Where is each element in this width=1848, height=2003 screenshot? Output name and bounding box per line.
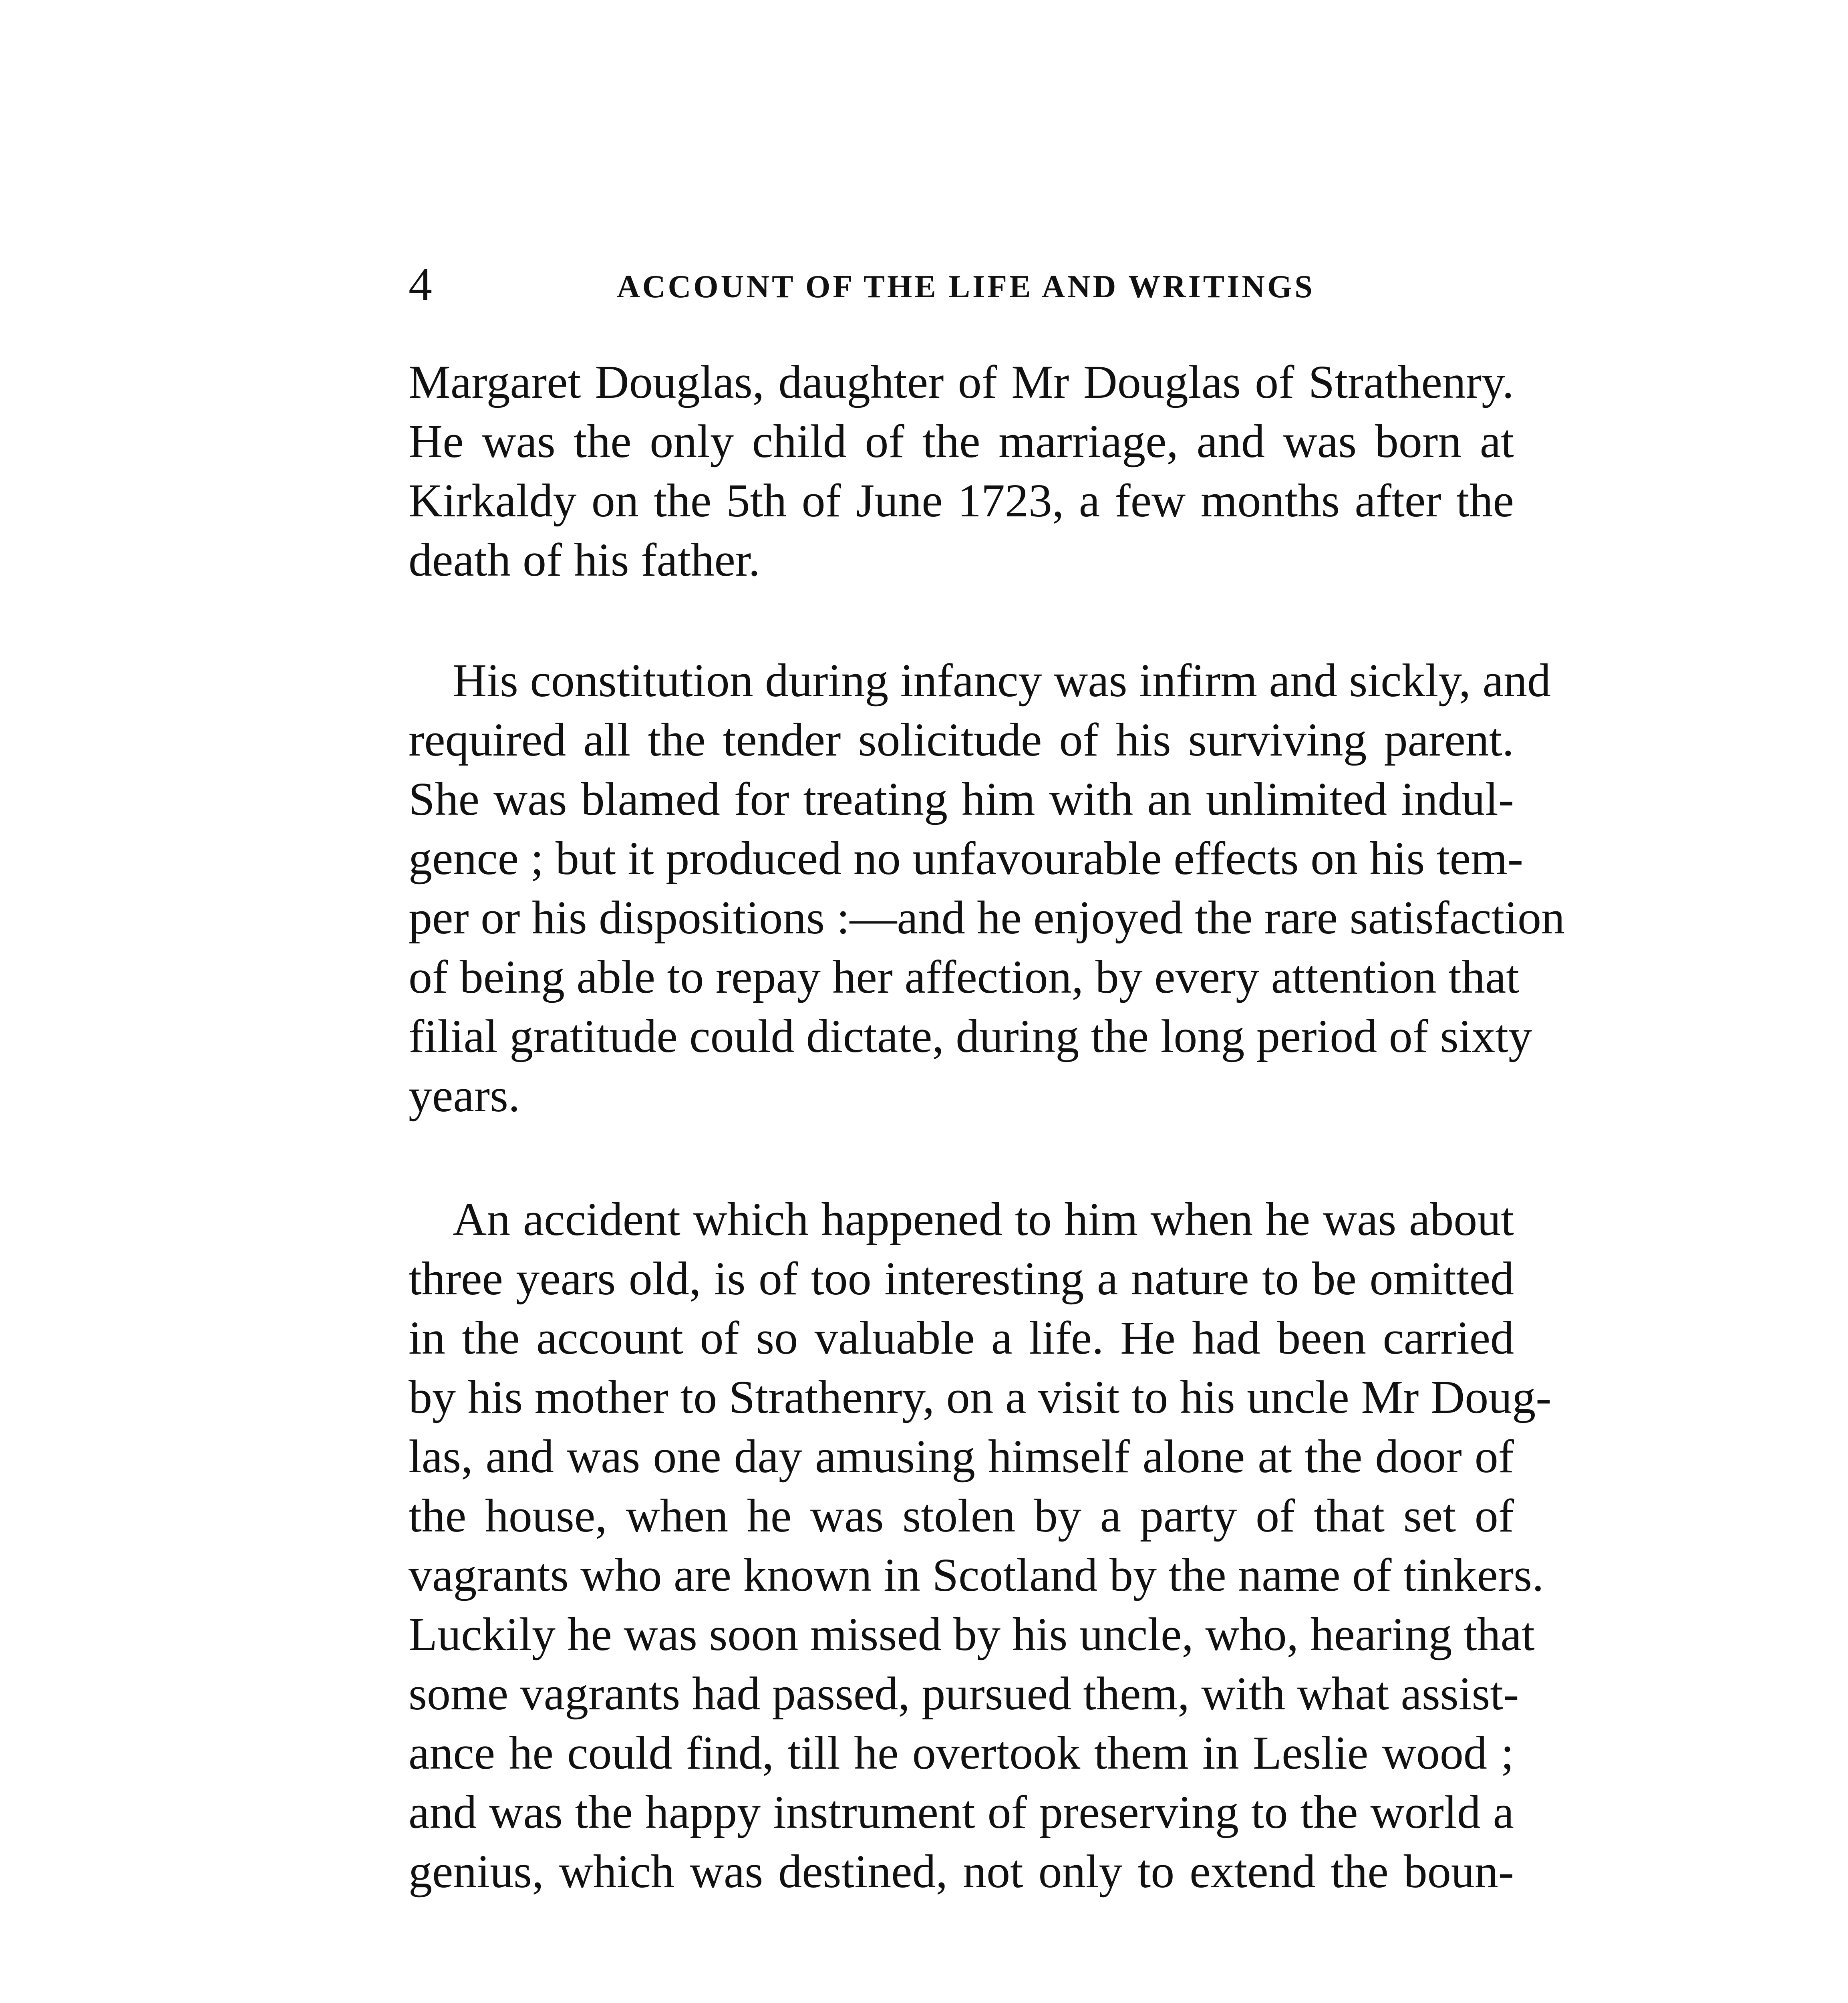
text-line: She was blamed for treating him with an unlimited indul-: [409, 773, 1514, 825]
text-line: the house, when he was stolen by a party of that set of: [409, 1489, 1514, 1542]
text-line: by his mother to Strathenry, on a visit to his uncle Mr Doug-: [409, 1371, 1552, 1423]
text-line: in the account of so valuable a life. He had been carried: [409, 1312, 1514, 1364]
running-head-title: ACCOUNT OF THE LIFE AND WRITINGS: [617, 269, 1315, 304]
text-line: ance he could find, till he overtook them in Leslie wood ;: [409, 1727, 1514, 1779]
text-line: death of his father.: [409, 534, 761, 586]
text-line: las, and was one day amusing himself alone at the door of: [409, 1430, 1514, 1483]
text-line: required all the tender solicitude of his surviving parent.: [409, 713, 1514, 766]
text-line: gence ; but it produced no unfavourable effects on his tem-: [409, 832, 1524, 885]
text-line: of being able to repay her affection, by every attention that: [409, 951, 1519, 1003]
paragraph-2: [409, 651, 1565, 1125]
text-line: vagrants who are known in Scotland by the name of tinkers.: [409, 1549, 1544, 1601]
paragraph-1: [409, 353, 1514, 590]
text-line: three years old, is of too interesting a nature to be omitted: [409, 1252, 1514, 1305]
text-line: Margaret Douglas, daughter of Mr Douglas of Strathenry.: [409, 356, 1514, 408]
text-line: per or his dispositions :—and he enjoyed the rare satisfaction: [409, 891, 1565, 944]
text-line: Kirkaldy on the 5th of June 1723, a few months after the: [409, 474, 1514, 527]
text-line: genius, which was destined, not only to extend the boun-: [409, 1845, 1514, 1898]
running-head: [409, 256, 1514, 312]
text-line: some vagrants had passed, pursued them, with what assist-: [409, 1667, 1519, 1720]
text-line: filial gratitude could dictate, during the long period of sixty: [409, 1010, 1532, 1062]
text-line: and was the happy instrument of preserving to the world a: [409, 1786, 1514, 1838]
text-line: An accident which happened to him when he was about: [453, 1193, 1514, 1245]
paragraph-3: [409, 1190, 1552, 1901]
text-line: His constitution during infancy was infirm and sickly, and: [453, 654, 1551, 707]
text-line: He was the only child of the marriage, and was born at: [409, 415, 1514, 468]
text-line: Luckily he was soon missed by his uncle, who, hearing that: [409, 1608, 1535, 1660]
page-number: 4: [409, 258, 432, 310]
text-line: years.: [409, 1069, 520, 1122]
